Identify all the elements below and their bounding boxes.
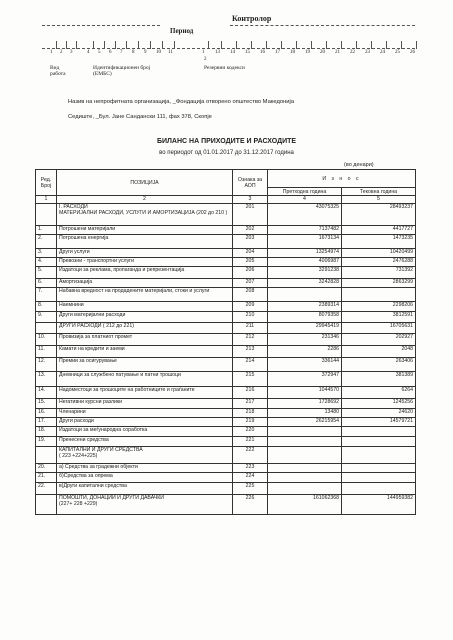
table-row bbox=[36, 399, 416, 409]
row-number: 19. bbox=[36, 437, 57, 447]
row-number: 18. bbox=[36, 427, 57, 437]
box-number: 22 bbox=[350, 50, 355, 55]
row-curr-year: 381389 bbox=[342, 372, 416, 387]
row-curr-year bbox=[342, 447, 416, 464]
col-header-amount: И з н о с bbox=[268, 170, 416, 188]
table-row bbox=[36, 409, 416, 418]
row-aop: 213 bbox=[233, 346, 268, 358]
row-number: 1. bbox=[36, 226, 57, 235]
row-number: 12. bbox=[36, 358, 57, 372]
row-number bbox=[36, 447, 57, 464]
row-number: 5. bbox=[36, 267, 57, 279]
row-prev-year: 3291238 bbox=[268, 267, 342, 279]
row-number: 3. bbox=[36, 249, 57, 258]
box-divider bbox=[341, 41, 342, 49]
activity-type-label: Вид работа bbox=[50, 65, 66, 77]
currency-note: (во денари) bbox=[344, 162, 374, 168]
table-row bbox=[36, 346, 416, 358]
row-position: Премии за осигурување bbox=[57, 358, 233, 372]
row-aop: 210 bbox=[233, 312, 268, 323]
table-row bbox=[36, 495, 416, 515]
row-prev-year: 3242828 bbox=[268, 279, 342, 288]
row-prev-year: 1728692 bbox=[268, 399, 342, 409]
table-row bbox=[36, 464, 416, 473]
box-divider bbox=[138, 41, 139, 49]
row-prev-year: 7137482 bbox=[268, 226, 342, 235]
row-prev-year: 13480 bbox=[268, 409, 342, 418]
row-position: КАПИТАЛНИ И ДРУГИ СРЕДСТВА ( 223 +224+225) bbox=[57, 447, 233, 464]
row-aop: 204 bbox=[233, 249, 268, 258]
row-number bbox=[36, 204, 57, 226]
row-aop: 220 bbox=[233, 427, 268, 437]
box-number: 6 bbox=[109, 50, 112, 55]
box-divider bbox=[150, 41, 151, 49]
table-row bbox=[36, 279, 416, 288]
row-prev-year: 8079358 bbox=[268, 312, 342, 323]
row-number: 7. bbox=[36, 288, 57, 302]
row-aop: 205 bbox=[233, 258, 268, 267]
row-aop: 207 bbox=[233, 279, 268, 288]
row-number: 9. bbox=[36, 312, 57, 323]
row-curr-year: 14579721 bbox=[342, 418, 416, 427]
row-curr-year: 263406 bbox=[342, 358, 416, 372]
row-prev-year: 336144 bbox=[268, 358, 342, 372]
row-position: ДРУГИ РАСХОДИ ( 212 до 221) bbox=[57, 323, 233, 334]
row-position: Надоместоци за трошоците на работниците и граѓаните bbox=[57, 387, 233, 399]
table-row bbox=[36, 437, 416, 447]
table-row bbox=[36, 258, 416, 267]
box-divider bbox=[251, 41, 252, 49]
row-aop: 221 bbox=[233, 437, 268, 447]
box-divider bbox=[104, 41, 105, 49]
row-number: 8. bbox=[36, 302, 57, 312]
table-row bbox=[36, 427, 416, 437]
row-aop: 209 bbox=[233, 302, 268, 312]
box-divider bbox=[326, 41, 327, 49]
row-position: I. РАСХОДИ МАТЕРИЈАЛНИ РАСХОДИ, УСЛУГИ И АМОРТИЗАЦИЈА (202 до 210 ) bbox=[57, 204, 233, 226]
row-number: 10. bbox=[36, 334, 57, 346]
box-number: 9 bbox=[144, 50, 147, 55]
row-position: ПОМОШТИ, ДОНАЦИИ И ДРУГИ ДАВАЧКИ (227+ 228 +229) bbox=[57, 495, 233, 515]
table-row bbox=[36, 473, 416, 483]
row-number: 6. bbox=[36, 279, 57, 288]
box-divider bbox=[76, 41, 77, 49]
row-curr-year: 2048 bbox=[342, 346, 416, 358]
row-aop: 224 bbox=[233, 473, 268, 483]
balance-table bbox=[35, 169, 416, 515]
row-prev-year bbox=[268, 473, 342, 483]
row-curr-year: 731392 bbox=[342, 267, 416, 279]
row-curr-year: 2863299 bbox=[342, 279, 416, 288]
row-curr-year bbox=[342, 473, 416, 483]
column-index: 1 bbox=[36, 196, 57, 204]
row-aop: 222 bbox=[233, 447, 268, 464]
box-number: 13 bbox=[215, 50, 220, 55]
row-position: а) Средства за градежни објекти bbox=[57, 464, 233, 473]
box-number: 20 bbox=[320, 50, 325, 55]
dashed-line-left-top bbox=[42, 25, 160, 26]
row-position: Потрошени материјали bbox=[57, 226, 233, 235]
box-number: 11 bbox=[168, 50, 173, 55]
row-aop: 214 bbox=[233, 358, 268, 372]
row-position: Други расходи bbox=[57, 418, 233, 427]
box-divider bbox=[371, 41, 372, 49]
row-position: Издатоци за меѓународна соработка bbox=[57, 427, 233, 437]
table-row bbox=[36, 226, 416, 235]
table-row bbox=[36, 323, 416, 334]
row-prev-year: 372947 bbox=[268, 372, 342, 387]
row-curr-year: 16705631 bbox=[342, 323, 416, 334]
row-curr-year: 1245256 bbox=[342, 399, 416, 409]
row-curr-year: 144959382 bbox=[342, 495, 416, 515]
col-header-no: Ред. Број bbox=[36, 170, 57, 196]
row-curr-year: 28493237 bbox=[342, 204, 416, 226]
box-divider bbox=[296, 41, 297, 49]
box-divider bbox=[356, 41, 357, 49]
table-row bbox=[36, 387, 416, 399]
col-header-curr-year: Тековна година bbox=[342, 188, 416, 196]
row-aop: 223 bbox=[233, 464, 268, 473]
table-row bbox=[36, 447, 416, 464]
row-prev-year: 1044570 bbox=[268, 387, 342, 399]
row-number: 11. bbox=[36, 346, 57, 358]
box-divider bbox=[416, 41, 417, 49]
row-prev-year: 2389314 bbox=[268, 302, 342, 312]
table-row bbox=[36, 358, 416, 372]
table-row bbox=[36, 204, 416, 226]
row-position: Други услуги bbox=[57, 249, 233, 258]
box-divider bbox=[401, 41, 402, 49]
table-row bbox=[36, 302, 416, 312]
row-position: Камати на кредити и заеми bbox=[57, 346, 233, 358]
row-position: б)Средства за опрема bbox=[57, 473, 233, 483]
box-number: 3 bbox=[70, 50, 73, 55]
table-row bbox=[36, 483, 416, 495]
column-index-row bbox=[36, 196, 416, 204]
row-number: 20. bbox=[36, 464, 57, 473]
box-number: 19 bbox=[305, 50, 310, 55]
row-number: 22. bbox=[36, 483, 57, 495]
row-number: 13. bbox=[36, 372, 57, 387]
row-position: Потрошена енергија bbox=[57, 235, 233, 249]
row-aop: 203 bbox=[233, 235, 268, 249]
row-aop: 219 bbox=[233, 418, 268, 427]
row-prev-year: 231346 bbox=[268, 334, 342, 346]
row-curr-year bbox=[342, 437, 416, 447]
row-number: 16. bbox=[36, 409, 57, 418]
reserve-codes-label: Резервни кодекси bbox=[204, 65, 245, 71]
row-prev-year: 2286 bbox=[268, 346, 342, 358]
box-number: 17 bbox=[275, 50, 280, 55]
row-number bbox=[36, 495, 57, 515]
box-number: 21 bbox=[335, 50, 340, 55]
box-number: 5 bbox=[98, 50, 101, 55]
row-curr-year bbox=[342, 427, 416, 437]
box-number-under: 2 bbox=[204, 57, 207, 62]
box-divider bbox=[56, 41, 57, 49]
box-divider bbox=[115, 41, 116, 49]
row-number: 15. bbox=[36, 399, 57, 409]
table-row bbox=[36, 372, 416, 387]
box-number: 1 bbox=[50, 50, 53, 55]
column-index: 4 bbox=[268, 196, 342, 204]
box-number: 2 bbox=[60, 50, 63, 55]
table-row bbox=[36, 334, 416, 346]
row-position: Издатоци за реклама, пропаганда и репрезентација bbox=[57, 267, 233, 279]
box-number: 23 bbox=[365, 50, 370, 55]
box-divider bbox=[93, 41, 94, 49]
row-aop: 215 bbox=[233, 372, 268, 387]
row-prev-year: 13254974 bbox=[268, 249, 342, 258]
row-aop: 202 bbox=[233, 226, 268, 235]
row-number: 14. bbox=[36, 387, 57, 399]
row-position: Провизија за платниот промет bbox=[57, 334, 233, 346]
table-row bbox=[36, 418, 416, 427]
row-curr-year: 4417727 bbox=[342, 226, 416, 235]
row-aop: 216 bbox=[233, 387, 268, 399]
period-label: Период bbox=[170, 27, 194, 35]
box-number: 16 bbox=[260, 50, 265, 55]
row-prev-year: 29945419 bbox=[268, 323, 342, 334]
box-number: 4 bbox=[87, 50, 90, 55]
box-number: 25 bbox=[395, 50, 400, 55]
box-number: 8 bbox=[132, 50, 135, 55]
id-number-label: Идентификационен број (ЕМБС) bbox=[93, 65, 151, 77]
row-position: Членарини bbox=[57, 409, 233, 418]
box-number: 15 bbox=[245, 50, 250, 55]
row-curr-year: 10420499 bbox=[342, 249, 416, 258]
row-prev-year bbox=[268, 427, 342, 437]
row-curr-year: 2476288 bbox=[342, 258, 416, 267]
row-aop: 212 bbox=[233, 334, 268, 346]
row-prev-year bbox=[268, 483, 342, 495]
row-curr-year: 24620 bbox=[342, 409, 416, 418]
box-number: 14 bbox=[230, 50, 235, 55]
box-divider bbox=[126, 41, 127, 49]
box-number: 1 bbox=[202, 50, 205, 55]
row-aop: 226 bbox=[233, 495, 268, 515]
row-position: Амортизација bbox=[57, 279, 233, 288]
row-curr-year bbox=[342, 464, 416, 473]
dashed-line-boxes bbox=[42, 48, 415, 49]
row-curr-year bbox=[342, 483, 416, 495]
box-divider bbox=[386, 41, 387, 49]
box-divider bbox=[174, 41, 175, 49]
row-curr-year: 2298206 bbox=[342, 302, 416, 312]
row-aop: 217 bbox=[233, 399, 268, 409]
row-aop: 208 bbox=[233, 288, 268, 302]
row-aop: 218 bbox=[233, 409, 268, 418]
row-prev-year: 26215954 bbox=[268, 418, 342, 427]
row-prev-year bbox=[268, 288, 342, 302]
row-aop: 211 bbox=[233, 323, 268, 334]
row-number: 21. bbox=[36, 473, 57, 483]
box-number: 7 bbox=[120, 50, 123, 55]
row-curr-year: 6264 bbox=[342, 387, 416, 399]
row-number: 17. bbox=[36, 418, 57, 427]
organization-seat: Седиште, _Бул. Јане Сандански 111, фах 378, Скопје bbox=[68, 114, 212, 120]
row-position: Негативни курсни разлики bbox=[57, 399, 233, 409]
table-row bbox=[36, 312, 416, 323]
column-index: 2 bbox=[57, 196, 233, 204]
box-number: 26 bbox=[410, 50, 415, 55]
row-number bbox=[36, 323, 57, 334]
row-aop: 225 bbox=[233, 483, 268, 495]
report-title: БИЛАНС НА ПРИХОДИТЕ И РАСХОДИТЕ bbox=[156, 138, 297, 145]
table-row bbox=[36, 288, 416, 302]
row-aop: 201 bbox=[233, 204, 268, 226]
table-row bbox=[36, 267, 416, 279]
box-divider bbox=[162, 41, 163, 49]
box-number: 24 bbox=[380, 50, 385, 55]
box-number: 18 bbox=[290, 50, 295, 55]
row-position: Превозни - транспортни услуги bbox=[57, 258, 233, 267]
row-prev-year: 161062368 bbox=[268, 495, 342, 515]
row-curr-year: 3812591 bbox=[342, 312, 416, 323]
col-header-aop: Ознака за АОП bbox=[233, 170, 268, 196]
box-divider bbox=[66, 41, 67, 49]
box-divider bbox=[221, 41, 222, 49]
row-curr-year: 1473235 bbox=[342, 235, 416, 249]
row-position: Други материјални расходи bbox=[57, 312, 233, 323]
row-prev-year: 43075325 bbox=[268, 204, 342, 226]
box-number: 10 bbox=[156, 50, 161, 55]
col-header-position: ПОЗИЦИЈА bbox=[57, 170, 233, 196]
row-position: в)Други капитални средства bbox=[57, 483, 233, 495]
row-number: 4. bbox=[36, 258, 57, 267]
row-aop: 206 bbox=[233, 267, 268, 279]
table-row bbox=[36, 249, 416, 258]
row-prev-year: 1673134 bbox=[268, 235, 342, 249]
table-row bbox=[36, 235, 416, 249]
col-header-prev-year: Претходна година bbox=[268, 188, 342, 196]
box-divider bbox=[236, 41, 237, 49]
row-curr-year bbox=[342, 288, 416, 302]
row-position: Набавна вредност на продадените материјали, стоки и услуги bbox=[57, 288, 233, 302]
box-divider bbox=[208, 41, 209, 49]
row-curr-year: 202927 bbox=[342, 334, 416, 346]
row-position: Дневници за службено патување и патни трошоци bbox=[57, 372, 233, 387]
box-divider bbox=[266, 41, 267, 49]
controller-label: Контролор bbox=[232, 14, 272, 23]
row-position: Наемнини bbox=[57, 302, 233, 312]
organization-name: Назив на непрофитната организација, _Фондација отворено општество Македонија bbox=[68, 99, 295, 105]
box-divider bbox=[281, 41, 282, 49]
box-divider bbox=[311, 41, 312, 49]
report-period: во периодот од 01.01.2017 до 31.12.2017 година bbox=[159, 150, 294, 156]
column-index: 3 bbox=[233, 196, 268, 204]
dashed-line-right-top bbox=[230, 25, 415, 26]
column-index: 5 bbox=[342, 196, 416, 204]
row-prev-year bbox=[268, 447, 342, 464]
row-prev-year bbox=[268, 464, 342, 473]
row-position: Пренесени средства bbox=[57, 437, 233, 447]
row-number: 2. bbox=[36, 235, 57, 249]
row-prev-year bbox=[268, 437, 342, 447]
row-prev-year: 4006987 bbox=[268, 258, 342, 267]
